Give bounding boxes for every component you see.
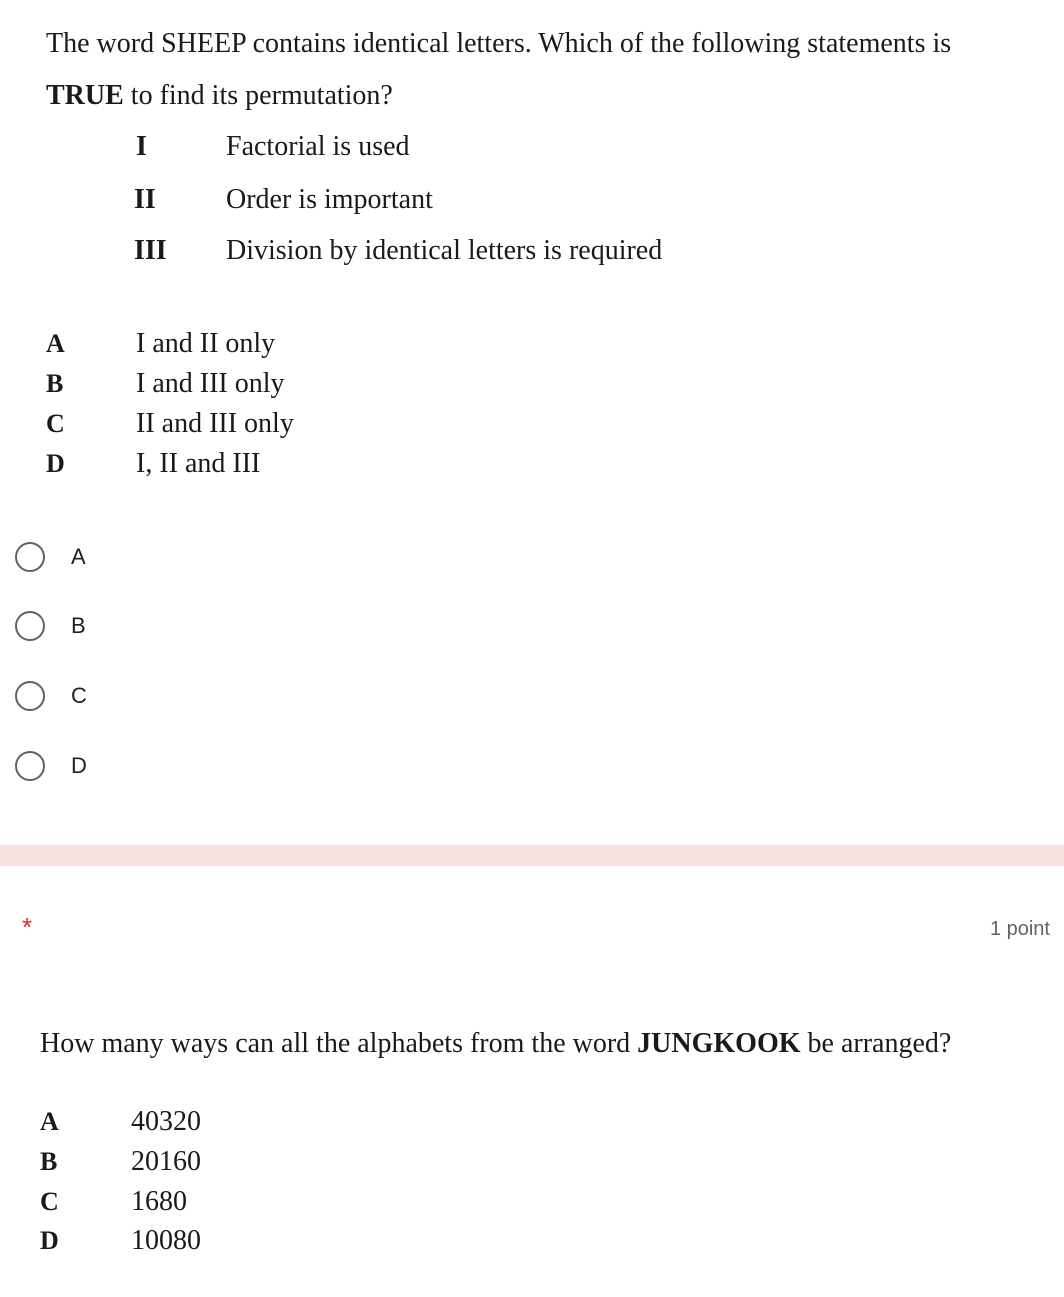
option-text: 20160 bbox=[131, 1146, 201, 1177]
question2-word: JUNGKOOK bbox=[637, 1028, 801, 1059]
option-text: 40320 bbox=[131, 1106, 201, 1137]
question2-text-after: be arranged? bbox=[800, 1028, 952, 1059]
radio-choice-b[interactable] bbox=[15, 608, 415, 644]
statement-number: III bbox=[134, 235, 167, 266]
radio-choice-a[interactable] bbox=[15, 539, 415, 575]
radio-button[interactable] bbox=[15, 751, 45, 781]
radio-label: D bbox=[71, 753, 87, 778]
option-text: I, II and III bbox=[136, 448, 261, 479]
option-text: I and II only bbox=[136, 328, 276, 359]
question2-text-before: How many ways can all the alphabets from the word bbox=[40, 1028, 638, 1059]
radio-button[interactable] bbox=[15, 681, 45, 711]
option-text: 10080 bbox=[131, 1225, 201, 1256]
statement-text: Factorial is used bbox=[226, 131, 410, 162]
question1-text-line1: The word SHEEP contains identical letters. Which of the following statements is bbox=[46, 28, 952, 59]
required-marker: * bbox=[22, 912, 33, 942]
statement-number: II bbox=[134, 184, 156, 215]
question2-text bbox=[40, 1028, 951, 1060]
radio-choice-c[interactable] bbox=[15, 678, 415, 714]
option-letter: C bbox=[46, 409, 65, 438]
statement-text: Division by identical letters is required bbox=[226, 235, 663, 266]
radio-label: A bbox=[71, 544, 86, 569]
radio-choice-d[interactable] bbox=[15, 748, 415, 784]
question1-text-line2 bbox=[46, 80, 393, 112]
statement-number: I bbox=[136, 131, 147, 162]
option-text: I and III only bbox=[136, 368, 285, 399]
statement-text: Order is important bbox=[226, 184, 433, 215]
radio-button[interactable] bbox=[15, 611, 45, 641]
radio-label: B bbox=[71, 613, 86, 638]
question1-line2-rest: to find its permutation? bbox=[123, 80, 393, 111]
option-text: II and III only bbox=[136, 408, 294, 439]
option-letter: B bbox=[40, 1147, 58, 1176]
option-text: 1680 bbox=[131, 1186, 187, 1217]
question1-true-emphasis: TRUE bbox=[46, 80, 124, 111]
option-letter: C bbox=[40, 1187, 59, 1216]
option-letter: B bbox=[46, 369, 64, 398]
radio-button[interactable] bbox=[15, 542, 45, 572]
question-separator bbox=[0, 845, 1064, 866]
option-letter: A bbox=[40, 1107, 59, 1136]
option-letter: D bbox=[40, 1226, 59, 1255]
option-letter: D bbox=[46, 449, 65, 478]
points-label: 1 point bbox=[989, 918, 1050, 940]
radio-label: C bbox=[71, 683, 87, 708]
option-letter: A bbox=[46, 329, 65, 358]
